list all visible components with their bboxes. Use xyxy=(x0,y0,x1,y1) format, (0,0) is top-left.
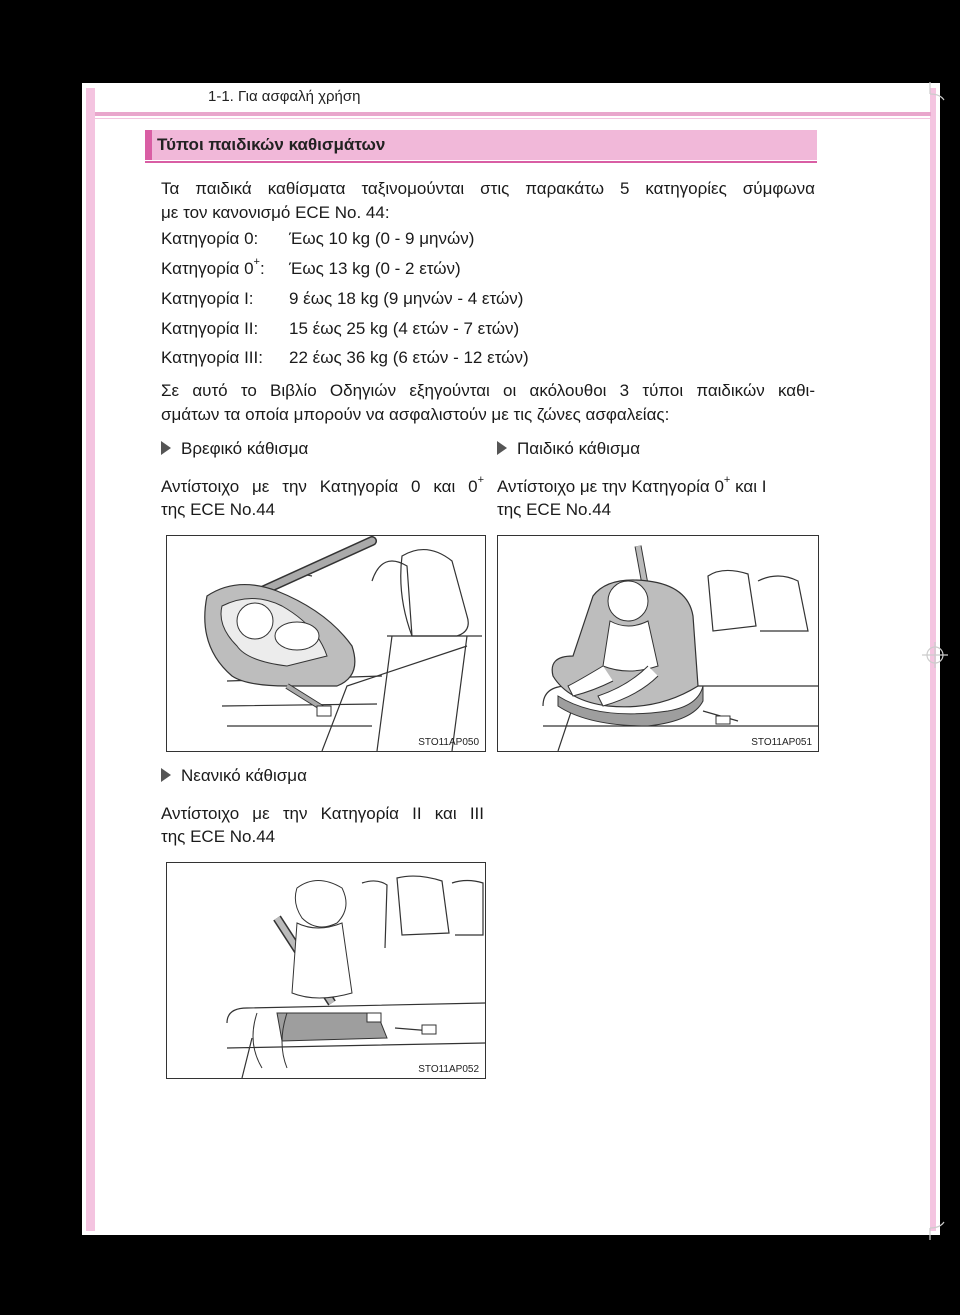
category-label: Κατηγορία III: xyxy=(161,348,263,367)
crop-mark-top-right xyxy=(918,80,948,110)
left-margin-band xyxy=(86,88,95,1231)
crop-mark-bottom-right xyxy=(918,1212,948,1242)
header-rule-thin xyxy=(95,118,931,119)
child-seat-illustration xyxy=(498,536,818,751)
category-value: Έως 13 kg (0 - 2 ετών) xyxy=(289,259,461,278)
crop-mark-right-middle xyxy=(920,640,950,670)
seat-desc-junior-line-2: της ECE No.44 xyxy=(161,827,276,846)
seat-desc-child-line-1: Αντίστοιχο με την Κατηγορία 0+ και I xyxy=(497,474,767,496)
figure-code: STO11AP051 xyxy=(751,737,812,748)
category-label: Κατηγορία I: xyxy=(161,289,254,308)
section-title: Τύποι παιδικών καθισμάτων xyxy=(157,135,386,154)
figure-child-seat xyxy=(497,535,819,752)
seat-desc-infant-line-1: Αντίστοιχο με την Κατηγορία 0 και 0+ xyxy=(161,474,484,496)
seat-desc-junior-line-1: Αντίστοιχο με την Κατηγορία II και III xyxy=(161,804,484,823)
header-rule xyxy=(95,112,931,116)
figure-infant-seat xyxy=(166,535,486,752)
guide-line-2: σμάτων τα οποία μπορούν να ασφαλιστούν με τις ζώνες ασφαλείας: xyxy=(161,405,670,424)
category-label: Κατηγορία II: xyxy=(161,319,259,338)
infant-seat-illustration xyxy=(167,536,485,751)
junior-seat-illustration xyxy=(167,863,485,1078)
figure-code: STO11AP052 xyxy=(418,1064,479,1075)
section-header: 1-1. Για ασφαλή χρήση xyxy=(208,88,361,105)
seat-heading-child: Παιδικό κάθισμα xyxy=(497,436,640,461)
category-value: 9 έως 18 kg (9 μηνών - 4 ετών) xyxy=(289,289,524,308)
seat-desc-infant-line-2: της ECE No.44 xyxy=(161,500,276,519)
triangle-bullet-icon xyxy=(161,768,171,782)
seat-heading-infant: Βρεφικό κάθισμα xyxy=(161,436,308,461)
category-value: 15 έως 25 kg (4 ετών - 7 ετών) xyxy=(289,319,520,338)
guide-line-1: Σε αυτό το Βιβλίο Οδηγιών εξηγούνται οι ακόλουθοι 3 τύποι παιδικών καθι- xyxy=(161,381,815,400)
intro-line-2: με τον κανονισμό ECE No. 44: xyxy=(161,203,390,222)
category-label: Κατηγορία 0+: xyxy=(161,256,265,278)
section-title-bar xyxy=(145,130,817,160)
title-rule xyxy=(145,161,817,163)
category-value: Έως 10 kg (0 - 9 μηνών) xyxy=(289,229,475,248)
triangle-bullet-icon xyxy=(497,441,507,455)
category-value: 22 έως 36 kg (6 ετών - 12 ετών) xyxy=(289,348,529,367)
intro-line-1: Τα παιδικά καθίσματα ταξινομούνται στις παρακάτω 5 κατηγορίες σύμφωνα xyxy=(161,179,815,198)
title-accent xyxy=(145,130,152,160)
figure-code: STO11AP050 xyxy=(418,737,479,748)
triangle-bullet-icon xyxy=(161,441,171,455)
seat-heading-junior: Νεανικό κάθισμα xyxy=(161,763,307,788)
seat-desc-child-line-2: της ECE No.44 xyxy=(497,500,612,519)
figure-junior-seat xyxy=(166,862,486,1079)
category-label: Κατηγορία 0: xyxy=(161,229,259,248)
